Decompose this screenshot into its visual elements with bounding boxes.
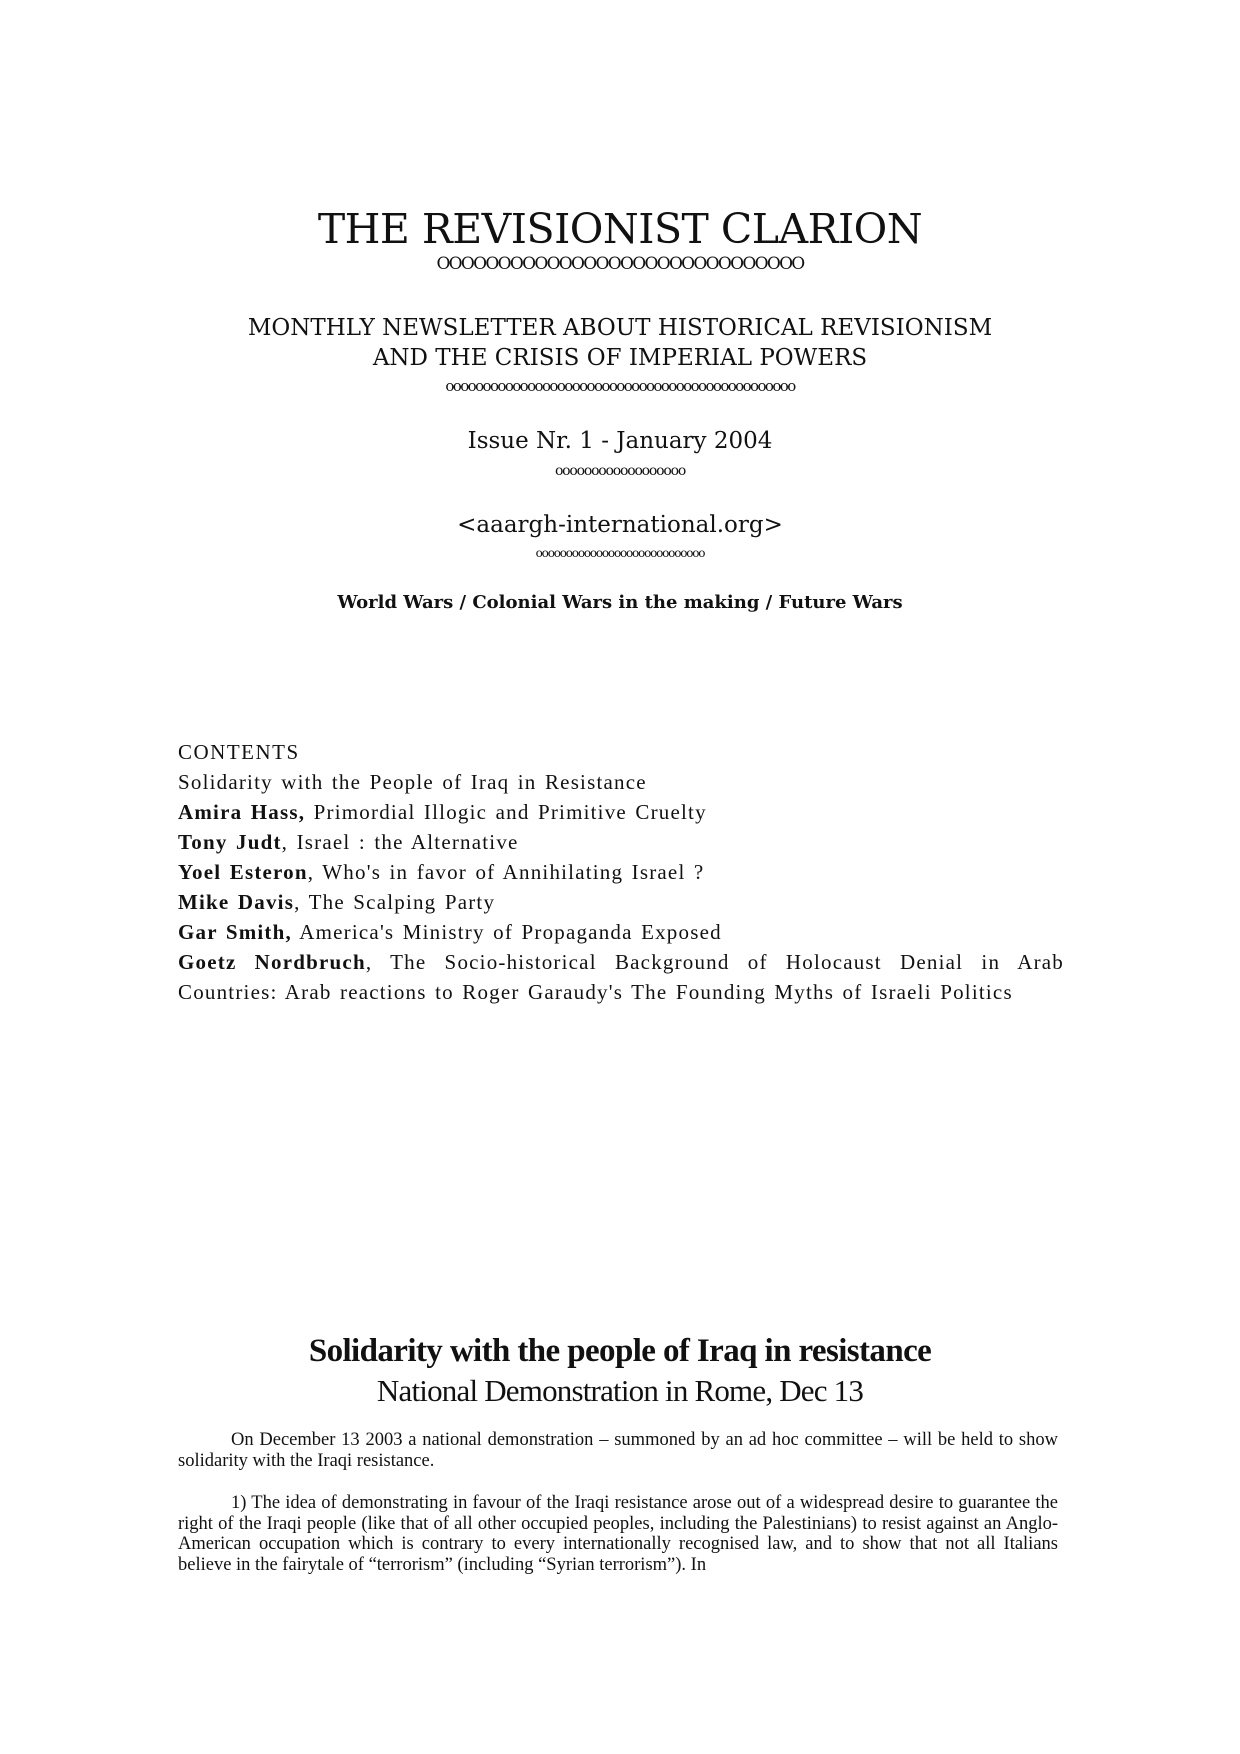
contents-item	[178, 767, 1064, 797]
contents-item	[178, 917, 1064, 947]
issue-number: Issue Nr. 1 - January 2004	[467, 428, 773, 454]
article-subtitle: National Demonstration in Rome, Dec 13	[376, 1373, 864, 1408]
contents-item-title: , Who's in favor of Annihilating Israel ?	[307, 860, 705, 884]
contents-item-title: America's Ministry of Propaganda Exposed	[291, 920, 722, 944]
website-ornament-rule: oooooooooooooooooooooooooooo	[535, 546, 705, 560]
newsletter-subtitle	[0, 313, 1240, 373]
title-ornament-rule: OOOOOOOOOOOOOOOOOOOOOOOOOOOOOO	[436, 254, 804, 274]
article-paragraph: 1) The idea of demonstrating in favour of the Iraqi resistance arose out of a widespread desire to guarantee the right of the Iraqi people (like that of all other occupied peoples, including the Palestinians) to resist against an Anglo-American occupation which is contrary to every internationally recognised law, and to show that not all Italians believe in the fairytale of “terrorism” (including “Syrian terrorism”). In	[178, 1493, 1058, 1575]
contents-item-author: Gar Smith,	[178, 920, 292, 944]
article-title: Solidarity with the people of Iraq in resistance	[308, 1333, 932, 1369]
contents-item-author: Yoel Esteron	[178, 860, 308, 884]
issue-ornament-rule: oooooooooooooooooo	[554, 463, 686, 479]
contents-item-author: Goetz Nordbruch	[178, 950, 366, 974]
subtitle-line-1: MONTHLY NEWSLETTER ABOUT HISTORICAL REVISIONISM	[247, 315, 993, 341]
contents-item	[178, 827, 1064, 857]
newsletter-title: THE REVISIONIST CLARION	[317, 205, 923, 253]
contents-item-author: Mike Davis	[178, 890, 295, 914]
contents-item-title: , The Socio-historical Background of Holocaust Denial in Arab Countries: Arab reactions to Roger Garaudy's The Founding Myths of Israeli Politics	[178, 950, 1064, 1004]
contents-heading: CONTENTS	[178, 740, 300, 764]
contents-item	[178, 947, 1064, 1007]
newsletter-themes: World Wars / Colonial Wars in the making / Future Wars	[337, 592, 903, 613]
website-address: <aaargh-international.org>	[457, 512, 783, 538]
contents-item	[178, 857, 1064, 887]
contents-item-author: Amira Hass,	[178, 800, 306, 824]
article-paragraph: On December 13 2003 a national demonstration – summoned by an ad hoc committee – will be held to show solidarity with the Iraqi resistance.	[178, 1430, 1058, 1471]
contents-item	[178, 887, 1064, 917]
article-body	[178, 1493, 1058, 1591]
contents-item	[178, 797, 1064, 827]
contents-item-title: , The Scalping Party	[294, 890, 496, 914]
subtitle-line-2: AND THE CRISIS OF IMPERIAL POWERS	[372, 345, 868, 371]
table-of-contents	[178, 737, 1064, 1007]
subtitle-ornament-rule: ooooooooooooooooooooooooooooooooooooooooooooooo	[445, 377, 795, 395]
contents-item-author: Tony Judt	[178, 830, 282, 854]
contents-item-title: , Israel : the Alternative	[281, 830, 519, 854]
article-body	[178, 1430, 1058, 1487]
contents-item-title: Primordial Illogic and Primitive Cruelty	[305, 800, 707, 824]
contents-item-title: Solidarity with the People of Iraq in Resistance	[178, 770, 647, 794]
